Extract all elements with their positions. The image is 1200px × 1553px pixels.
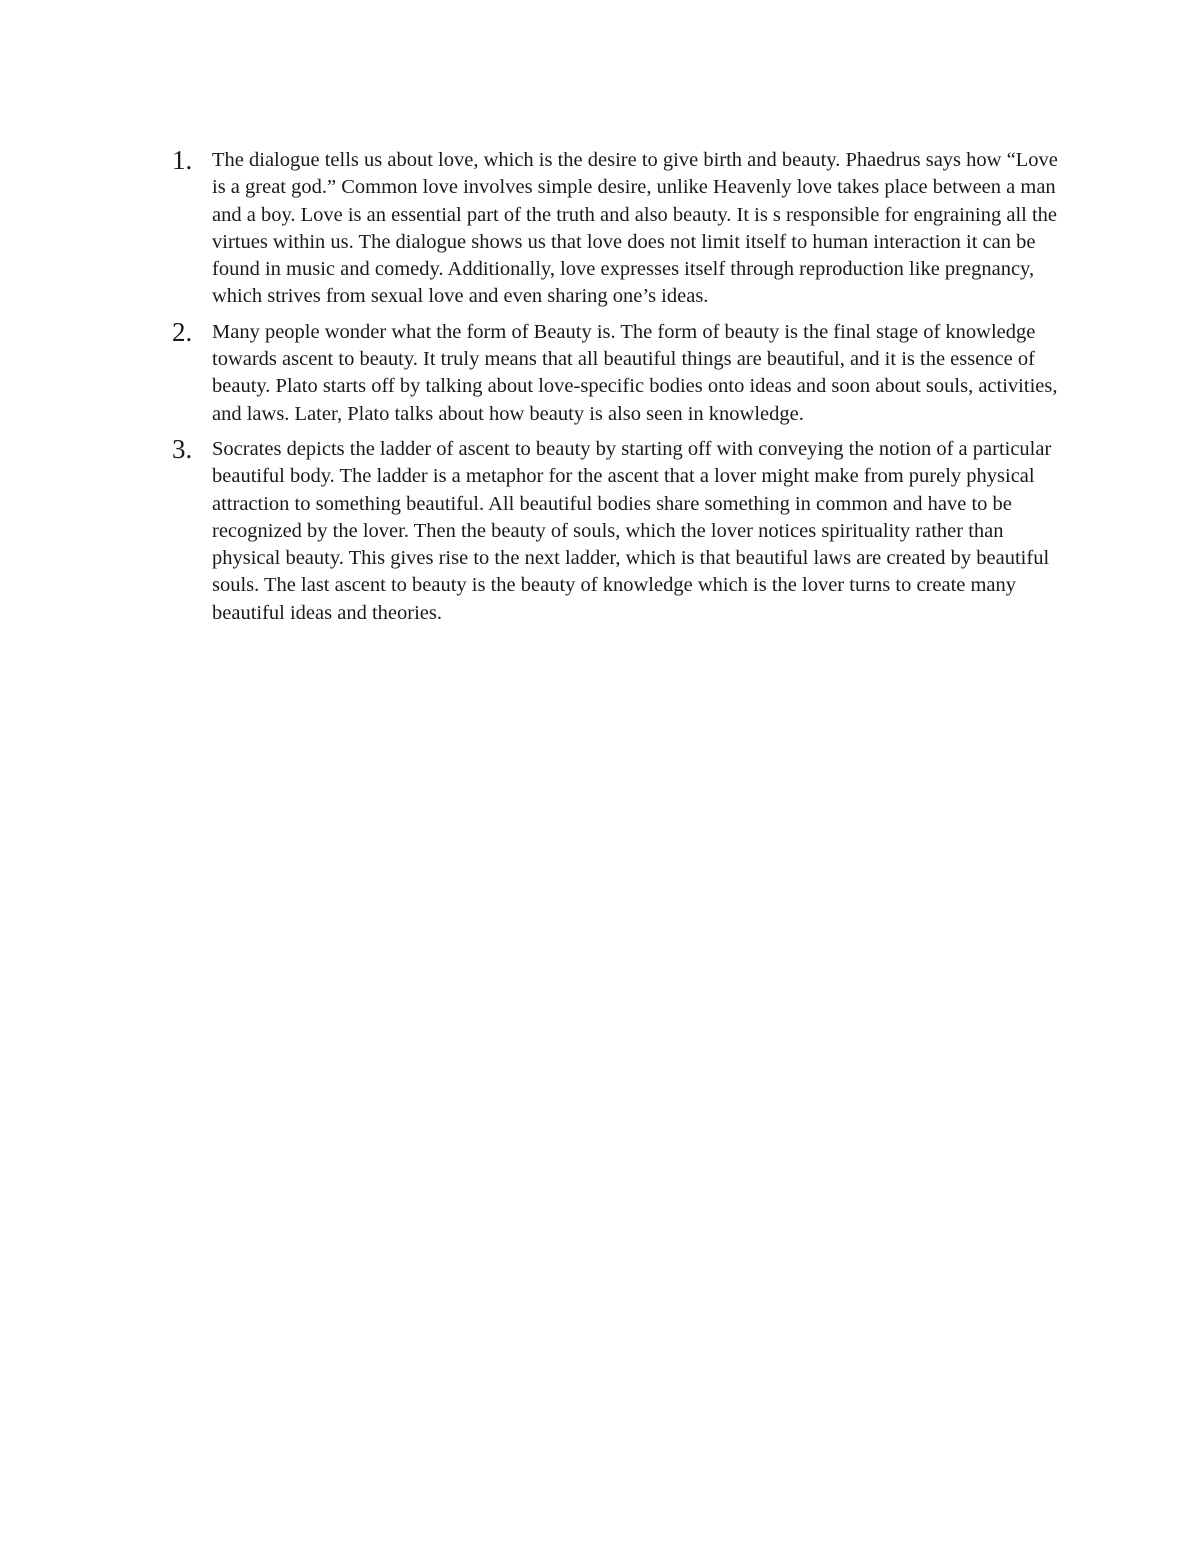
list-item-number: 1. <box>172 145 193 175</box>
list-item-number: 2. <box>172 316 193 347</box>
list-item-text: Many people wonder what the form of Beauty is. The form of beauty is the final stage of knowledge towards ascent to beauty. It truly means that all beautiful things are beautiful, and it is the essence of beauty. Plato starts off by talking about love-specific bodies onto ideas and soon about souls, activities, and laws. Later, Plato talks about how beauty is also seen in knowledge. <box>212 320 1058 425</box>
list-item-text: Socrates depicts the ladder of ascent to beauty by starting off with conveying the notion of a particular beautiful body. The ladder is a metaphor for the ascent that a lover might make from purely physical attraction to something beautiful. All beautiful bodies share something in common and have to be recognized by the lover. Then the beauty of souls, which the lover notices spirituality rather than physical beauty. This gives rise to the next ladder, which is that beautiful laws are created by beautiful souls. The last ascent to beauty is the beauty of knowledge which is the lover turns to create many beautiful ideas and theories. <box>212 437 1052 624</box>
numbered-list <box>172 147 1062 635</box>
list-item <box>172 316 1062 428</box>
list-item-number: 3. <box>172 433 193 464</box>
list-item <box>172 147 1062 311</box>
list-item-text: The dialogue tells us about love, which is the desire to give birth and beauty. Phaedrus says how “Love is a great god.” Common love involves simple desire, unlike Heavenly love takes place between a man and a boy. Love is an essential part of the truth and also beauty. It is s responsible for engraining all the virtues within us. The dialogue shows us that love does not limit itself to human interaction it can be found in music and comedy. Additionally, love expresses itself through reproduction like pregnancy, which strives from sexual love and even sharing one’s ideas. <box>212 149 1058 308</box>
list-item <box>172 433 1062 627</box>
